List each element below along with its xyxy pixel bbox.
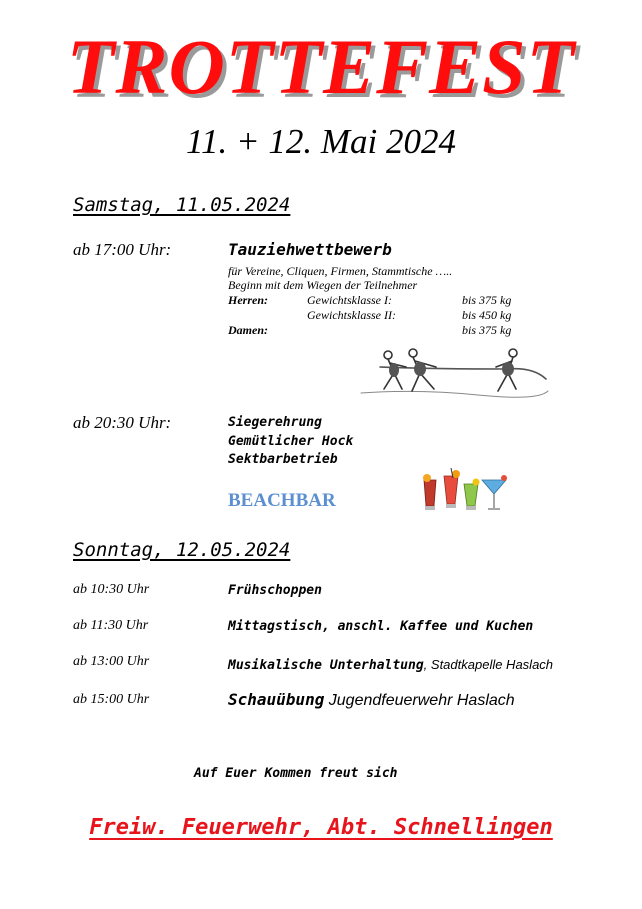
welcome-line: Auf Euer Kommen freut sich	[194, 766, 398, 781]
class-limit-3: bis 375 kg	[462, 323, 512, 337]
event-schau-row	[228, 690, 515, 710]
page-title: TROTTEFEST	[66, 23, 576, 110]
event-tug: Tauziehwettbewerb	[228, 240, 392, 259]
event-musik-row	[228, 654, 553, 673]
organizer-name: Freiw. Feuerwehr, Abt. Schnellingen	[89, 815, 553, 840]
class-label-2: Gewichtsklasse II:	[307, 308, 396, 322]
item-hock: Gemütlicher Hock	[228, 434, 354, 449]
time-1500: ab 15:00 Uhr	[73, 692, 150, 707]
class-label-1: Gewichtsklasse I:	[307, 293, 392, 307]
event-schau-extra: Jugendfeuerwehr Haslach	[324, 692, 515, 709]
event-musik-extra: , Stadtkapelle Haslach	[423, 657, 554, 672]
event-musik: Musikalische Unterhaltung	[228, 658, 424, 673]
class-limit-1: bis 375 kg	[462, 293, 512, 307]
class-limit-2: bis 450 kg	[462, 308, 512, 322]
item-sektbar: Sektbarbetrieb	[228, 452, 338, 467]
tug-weighing: Beginn mit dem Wiegen der Teilnehmer	[228, 278, 418, 292]
tug-participants: für Vereine, Cliquen, Firmen, Stammtische …..	[228, 264, 453, 278]
saturday-heading: Samstag, 11.05.2024	[73, 194, 291, 216]
event-schauuebung: Schauübung	[228, 690, 325, 709]
time-1130: ab 11:30 Uhr	[73, 618, 149, 633]
class-group-damen: Damen:	[228, 323, 268, 337]
sunday-heading: Sonntag, 12.05.2024	[73, 539, 291, 561]
item-siegerehrung: Siegerehrung	[228, 415, 322, 430]
class-group-herren: Herren:	[228, 293, 268, 307]
event-mittagstisch: Mittagstisch, anschl. Kaffee und Kuchen	[228, 619, 534, 634]
event-fruehschoppen: Frühschoppen	[228, 583, 322, 598]
time-2030: ab 20:30 Uhr:	[73, 413, 172, 432]
tug-of-war-icon	[358, 345, 553, 405]
cocktail-glasses-icon	[418, 466, 508, 514]
event-dates: 11. + 12. Mai 2024	[186, 122, 456, 161]
time-1300: ab 13:00 Uhr	[73, 654, 150, 669]
beachbar-label: BEACHBAR	[228, 490, 336, 511]
time-17: ab 17:00 Uhr:	[73, 240, 172, 259]
time-1030: ab 10:30 Uhr	[73, 582, 150, 597]
